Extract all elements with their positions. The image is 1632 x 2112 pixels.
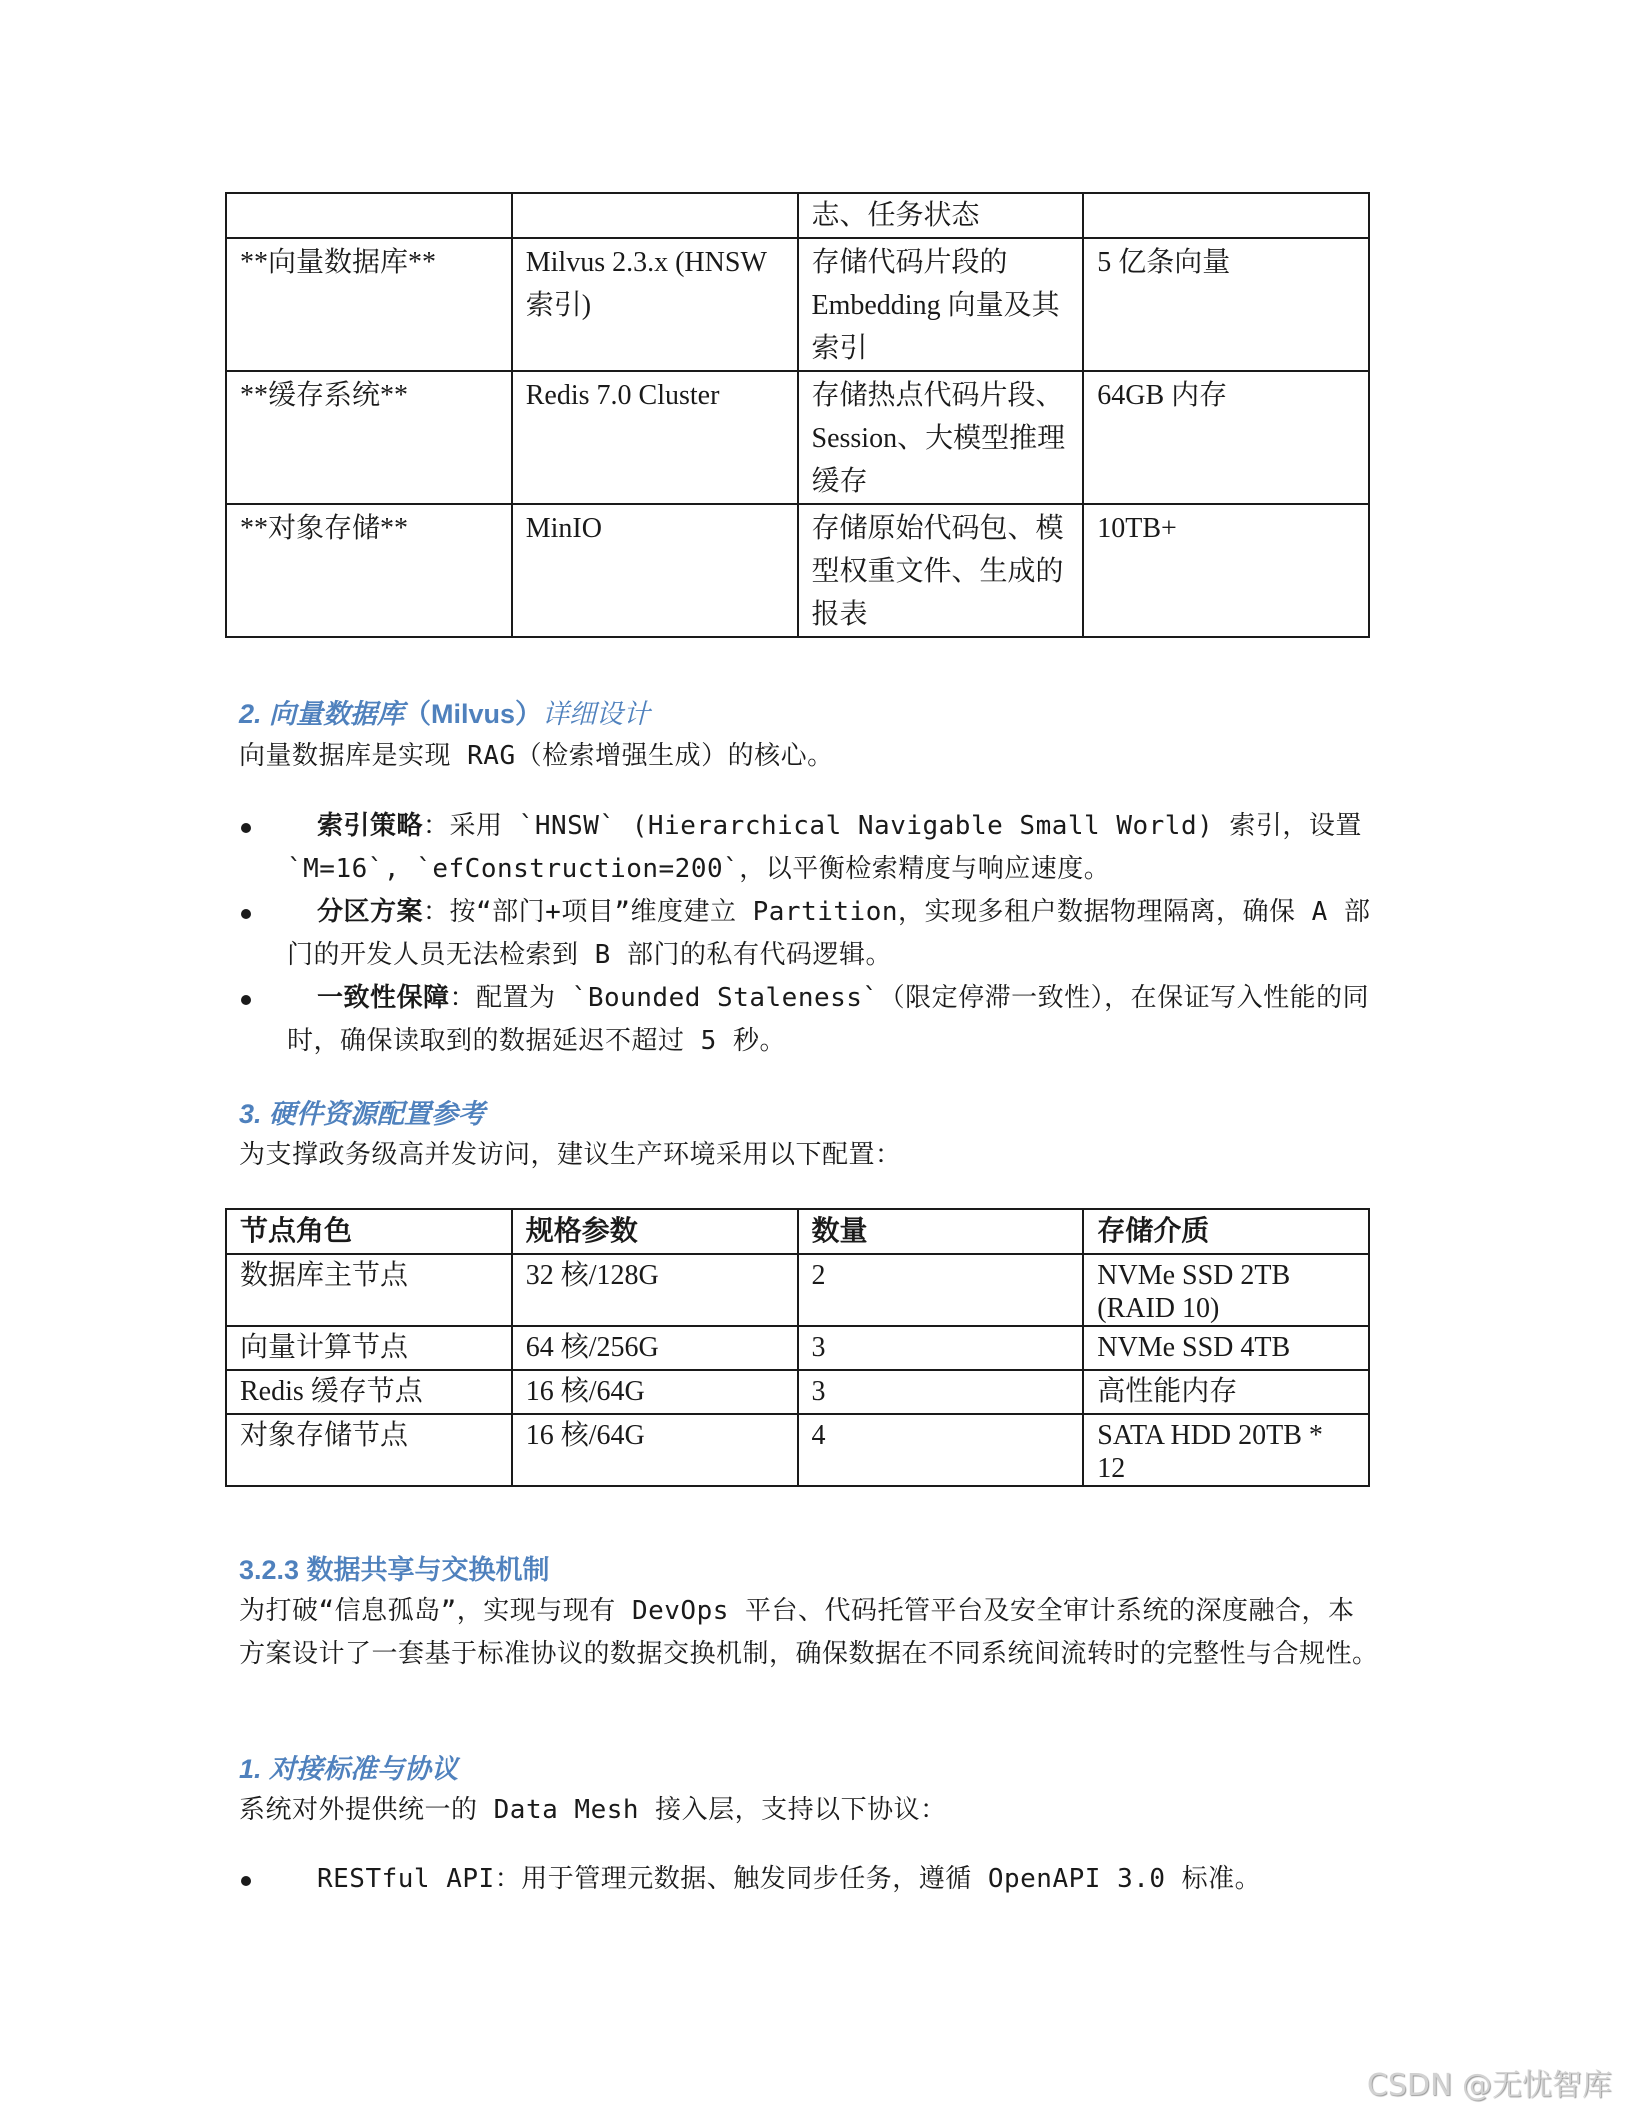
table-cell: 2 (798, 1254, 1084, 1326)
table-cell: 向量计算节点 (226, 1326, 512, 1370)
storage-components-table (225, 192, 1370, 638)
heading-text-b: （Milvus） (404, 699, 543, 729)
bullet-text: ：采用 `HNSW` (Hierarchical Navigable Small World) 索引，设置 `M=16`, `efConstruction=200`，以平衡检索精度与响应速度。 (287, 811, 1362, 884)
bullet-icon (241, 995, 251, 1005)
heading-text-a: 向量数据库 (269, 699, 405, 729)
table-cell: 64 核/256G (512, 1326, 798, 1370)
vector-db-bullets (239, 805, 1379, 1063)
tech-cell: Redis 7.0 Cluster (512, 371, 798, 504)
capacity-cell: 10TB+ (1083, 504, 1369, 637)
bullet-icon (241, 909, 251, 919)
list-item (239, 891, 1379, 977)
table-cell: 4 (798, 1414, 1084, 1486)
table-cell: 3 (798, 1326, 1084, 1370)
table-cell: 32 核/128G (512, 1254, 798, 1326)
bullet-text: ：用于管理元数据、触发同步任务，遵循 OpenAPI 3.0 标准。 (494, 1864, 1262, 1894)
table-cell: NVMe SSD 4TB (1083, 1326, 1369, 1370)
list-item (239, 805, 1379, 891)
column-header: 存储介质 (1083, 1209, 1369, 1254)
capacity-cell: 5 亿条向量 (1083, 238, 1369, 371)
protocols-bullets (239, 1858, 1379, 1901)
heading-number: 2. (239, 699, 270, 729)
table-header-row (226, 1209, 1369, 1254)
tech-cell (512, 193, 798, 238)
component-cell: **缓存系统** (226, 371, 512, 504)
data-sharing-intro: 为打破“信息孤岛”，实现与现有 DevOps 平台、代码托管平台及安全审计系统的深度融合，本方案设计了一套基于标准协议的数据交换机制，确保数据在不同系统间流转时的完整性与合规性。 (239, 1596, 1379, 1669)
tech-cell: Milvus 2.3.x (HNSW 索引) (512, 238, 798, 371)
table-cell: SATA HDD 20TB * 12 (1083, 1414, 1369, 1486)
table-cell: 16 核/64G (512, 1370, 798, 1414)
table-row (226, 1370, 1369, 1414)
purpose-cell: 存储热点代码片段、Session、大模型推理缓存 (798, 371, 1084, 504)
table-row (226, 1326, 1369, 1370)
watermark: CSDN @无忧智库 (1366, 2068, 1612, 2103)
heading-text-c: 详细设计 (542, 699, 651, 729)
bullet-text: ：按“部门+项目”维度建立 Partition，实现多租户数据物理隔离，确保 A 部门的开发人员无法检索到 B 部门的私有代码逻辑。 (287, 897, 1371, 970)
section-heading-hardware: 3. 硬件资源配置参考 (239, 1099, 486, 1129)
table-row (226, 1254, 1369, 1326)
table-row (226, 193, 1369, 238)
table-row (226, 371, 1369, 504)
purpose-cell: 存储代码片段的 Embedding 向量及其索引 (798, 238, 1084, 371)
table-row (226, 1414, 1369, 1486)
column-header: 规格参数 (512, 1209, 798, 1254)
table-row (226, 238, 1369, 371)
column-header: 数量 (798, 1209, 1084, 1254)
table-cell: 数据库主节点 (226, 1254, 512, 1326)
purpose-cell: 存储原始代码包、模型权重文件、生成的报表 (798, 504, 1084, 637)
bullet-icon (241, 1876, 251, 1886)
purpose-cell: 志、任务状态 (798, 193, 1084, 238)
list-item (239, 977, 1379, 1063)
bullet-text: ：配置为 `Bounded Staleness`（限定停滞一致性），在保证写入性能的同时，确保读取到的数据延迟不超过 5 秒。 (287, 983, 1370, 1056)
tech-cell: MinIO (512, 504, 798, 637)
table-cell: 高性能内存 (1083, 1370, 1369, 1414)
section-heading-data-sharing: 3.2.3 数据共享与交换机制 (239, 1555, 550, 1585)
component-cell (226, 193, 512, 238)
list-item (239, 1858, 1379, 1901)
capacity-cell (1083, 193, 1369, 238)
bullet-lead: 索引策略 (317, 811, 424, 841)
bullet-icon (241, 823, 251, 833)
component-cell: **对象存储** (226, 504, 512, 637)
table-cell: NVMe SSD 2TB (RAID 10) (1083, 1254, 1369, 1326)
table-row (226, 504, 1369, 637)
section-heading-vector-db (239, 692, 650, 731)
column-header: 节点角色 (226, 1209, 512, 1254)
protocols-intro: 系统对外提供统一的 Data Mesh 接入层，支持以下协议： (239, 1795, 947, 1825)
section-heading-protocols: 1. 对接标准与协议 (239, 1754, 459, 1784)
bullet-lead: 分区方案 (317, 897, 424, 927)
hardware-config-table (225, 1208, 1370, 1487)
table-cell: 16 核/64G (512, 1414, 798, 1486)
component-cell: **向量数据库** (226, 238, 512, 371)
bullet-lead: 一致性保障 (317, 983, 450, 1013)
capacity-cell: 64GB 内存 (1083, 371, 1369, 504)
table-cell: Redis 缓存节点 (226, 1370, 512, 1414)
table-cell: 3 (798, 1370, 1084, 1414)
table-cell: 对象存储节点 (226, 1414, 512, 1486)
bullet-lead: RESTful API (317, 1864, 495, 1894)
vector-db-intro: 向量数据库是实现 RAG（检索增强生成）的核心。 (239, 741, 834, 771)
hardware-intro: 为支撑政务级高并发访问，建议生产环境采用以下配置： (239, 1140, 902, 1170)
